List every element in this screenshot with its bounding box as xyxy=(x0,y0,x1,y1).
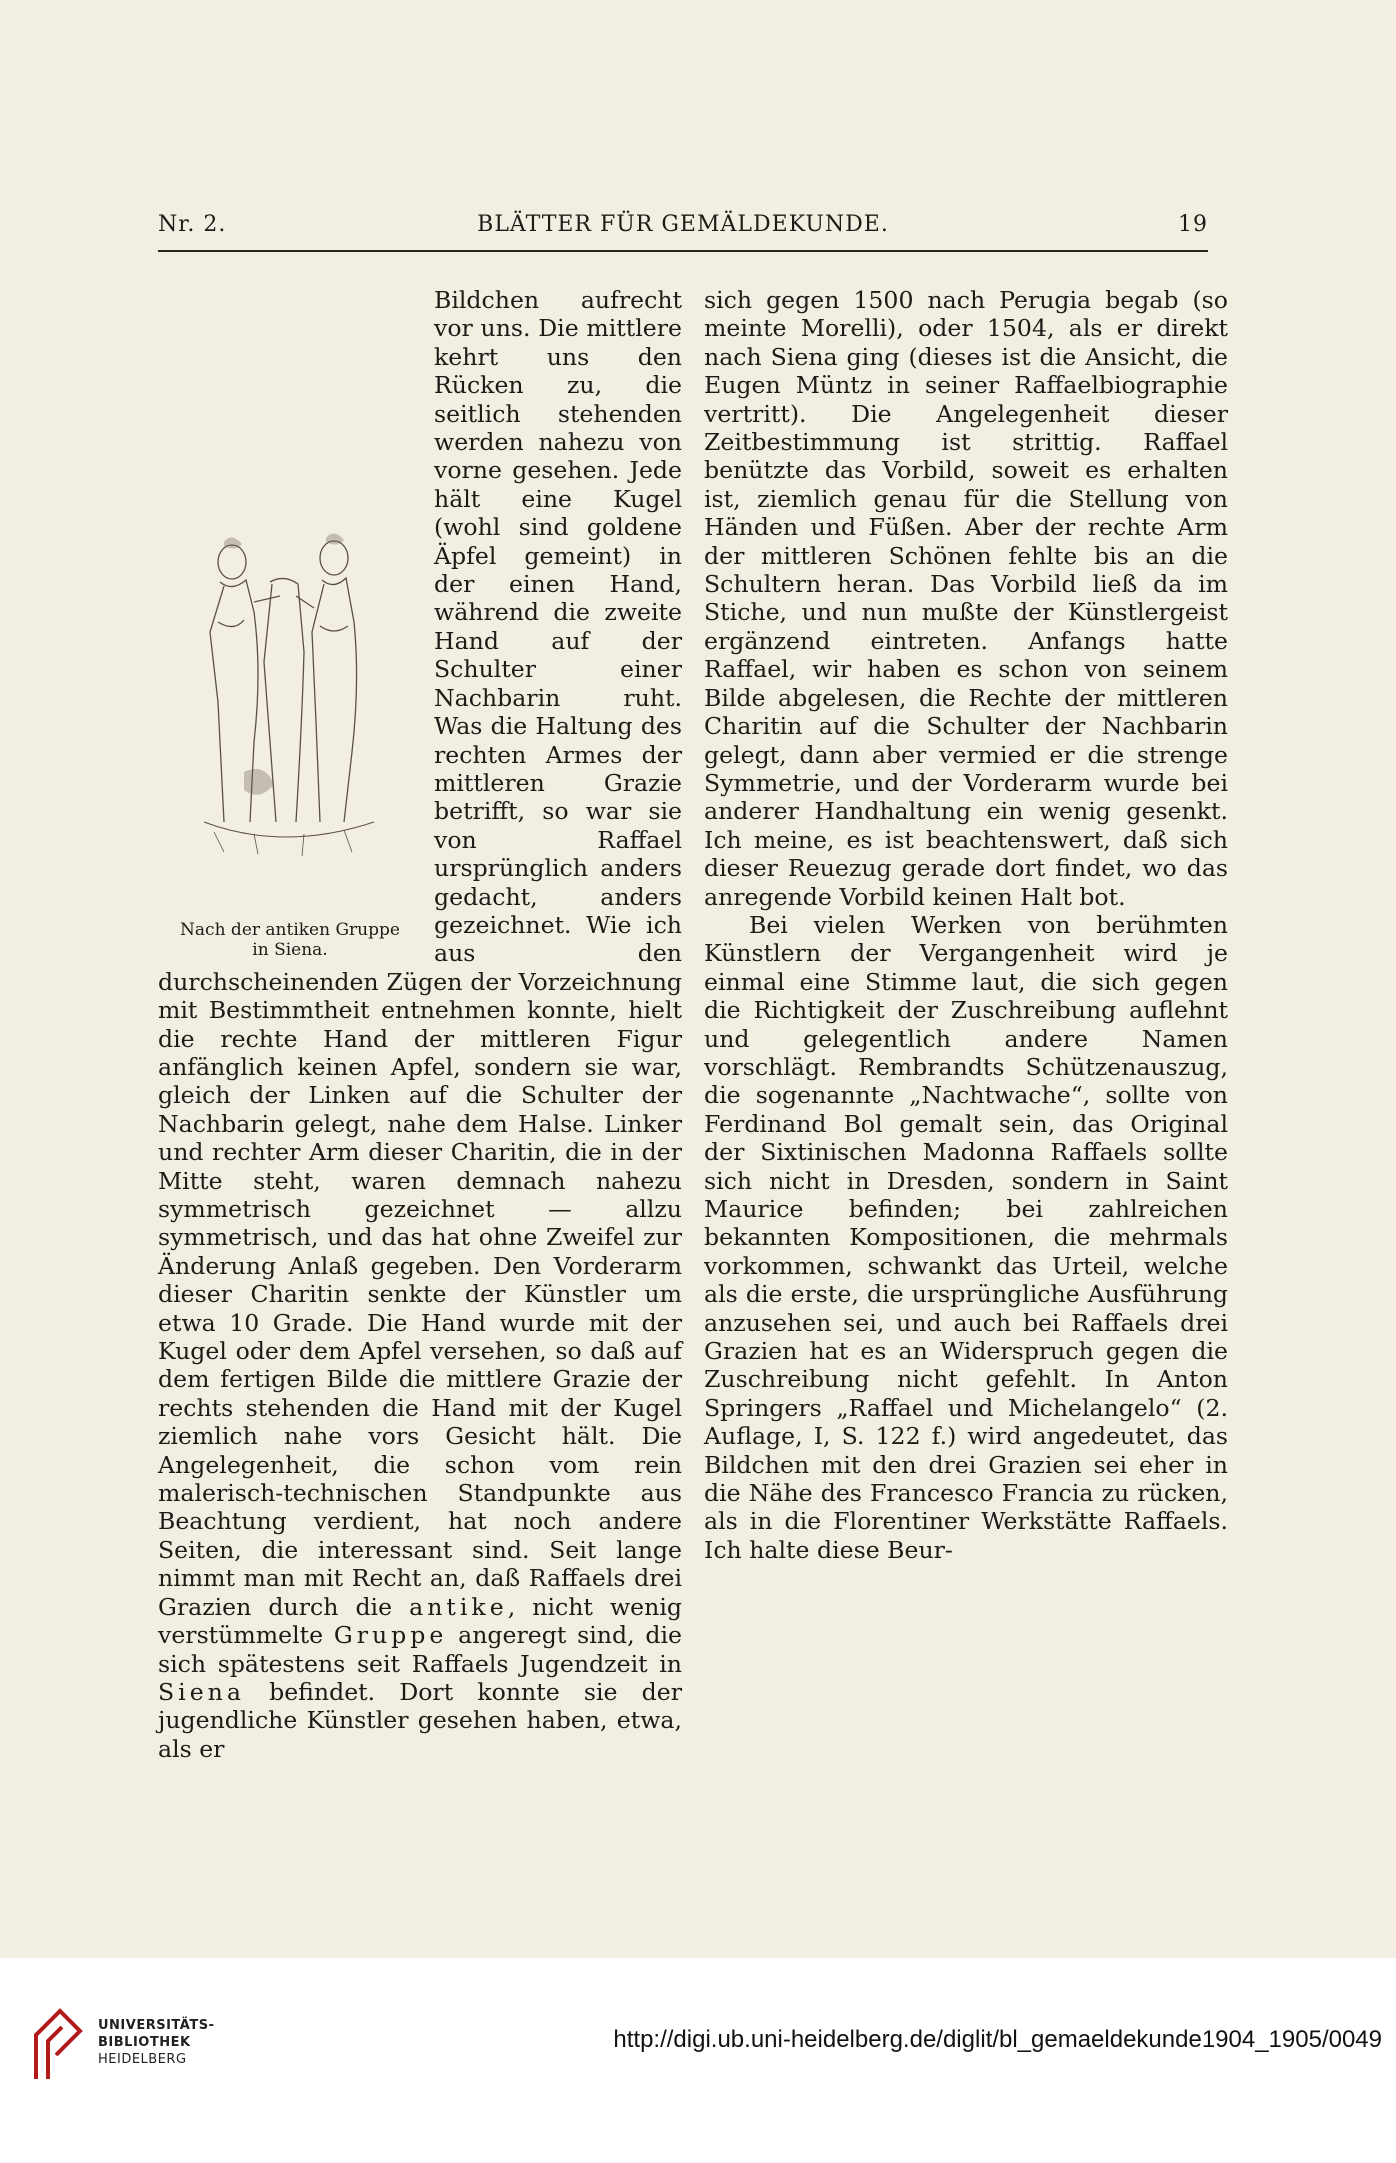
left-column-text xyxy=(158,286,682,1763)
running-head xyxy=(158,212,1208,248)
logo-line: HEIDELBERG xyxy=(98,2052,187,2067)
spaced-text: Gruppe xyxy=(333,1621,448,1650)
library-logo-icon xyxy=(30,2005,86,2083)
caption-line: Nach der antiken Gruppe xyxy=(180,920,400,940)
logo-line: UNIVERSITÄTS- xyxy=(98,2018,215,2033)
text-run: , nicht wenig verstümmelte xyxy=(158,1592,682,1650)
header-rule xyxy=(158,250,1208,252)
figure xyxy=(156,512,424,960)
figure-image xyxy=(156,522,424,918)
text-run: Bildchen aufrecht vor uns. Die mittlere kehrt uns den Rücken zu, die seitlich stehenden werden nahezu von vorne gesehen. Jede hält eine Kugel (wohl sind goldene Äpfel gemeint) in der einen Hand, während die zweite Hand auf der Schulter einer Nachbarin ruht. Was die Haltung des rechten Armes der mittleren Grazie betrifft, so war sie von Raffael ursprünglich anders gedacht, anders gezeichnet. Wie ich aus den durchscheinenden Zügen der Vorzeichnung mit Bestimmtheit entnehmen konnte, hielt die rechte Hand der mittleren Figur anfänglich keinen Apfel, sondern sie war, gleich der Linken auf die Schulter der Nachbarin gelegt, nahe dem Halse. Linker und rechter Arm dieser Charitin, die in der Mitte steht, waren demnach nahezu symmetrisch gezeichnet — allzu symmetrisch, und das hat ohne Zweifel zur Änderung Anlaß gegeben. Den Vorderarm dieser Charitin senkte der Künstler um etwa 10 Grade. Die Hand wurde mit der Kugel oder dem Apfel versehen, so daß auf dem fertigen Bilde die mittlere Grazie der rechts stehenden die Hand mit der Kugel ziemlich nahe vors Gesicht hält. Die Angelegenheit, die schon vom rein malerisch-technischen Standpunkte aus Beachtung verdient, hat noch andere Seiten, die interessant sind. Seit lange nimmt man mit Recht an, daß Raffaels drei Grazien durch die xyxy=(158,286,682,1621)
text-run: angeregt sind, die sich spätestens seit Raffaels Jugendzeit in xyxy=(158,1621,682,1678)
logo-line: BIBLIOTHEK xyxy=(98,2035,191,2050)
right-column xyxy=(704,286,1228,1564)
journal-title: BLÄTTER FÜR GEMÄLDEKUNDE. xyxy=(477,212,889,237)
page-number: 19 xyxy=(1178,212,1208,237)
spaced-text: antike xyxy=(409,1592,508,1621)
three-graces-sketch-icon xyxy=(184,522,384,862)
right-paragraph-2: Bei vielen Werken von berühmten Künstlern der Vergangenheit wird je einmal eine Stimme laut, die sich gegen die Richtigkeit der Zuschreibung auflehnt und gelegentlich andere Namen vorschlägt. Rembrandts Schützenauszug, die sogenannte „Nachtwache“, sollte von Ferdinand Bol gemalt sein, das Original der Sixtinischen Madonna Raffaels sollte sich nicht in Dresden, sondern in Saint Maurice befinden; bei zahlreichen bekannten Kompositionen, die mehrmals vorkommen, schwankt das Urteil, welche als die erste, die ursprüngliche Ausführung anzusehen sei, und auch bei Raffaels drei Grazien hat es an Widerspruch gegen die Zuschreibung nicht gefehlt. In Anton Springers „Raffael und Michelangelo“ (2. Auflage, I, S. 122 f.) wird angedeutet, das Bildchen mit den drei Grazien sei eher in die Nähe des Francesco Francia zu rücken, als in die Florentiner Werkstätte Raffaels. Ich halte diese Beur- xyxy=(704,910,1228,1564)
left-column xyxy=(158,286,682,1763)
library-logo[interactable] xyxy=(30,2005,280,2095)
library-name xyxy=(98,2017,214,2068)
text-run: befindet. Dort konnte sie der jugendliche Künstler gesehen haben, etwa, als er xyxy=(158,1677,682,1763)
issue-number: Nr. 2. xyxy=(158,212,227,237)
figure-caption xyxy=(156,920,424,960)
source-url-link[interactable]: http://digi.ub.uni-heidelberg.de/diglit/bl_gemaeldekunde1904_1905/0049 xyxy=(613,2026,1382,2053)
right-paragraph-1: sich gegen 1500 nach Perugia begab (so meinte Morelli), oder 1504, als er direkt nach Siena ging (dieses ist die Ansicht, die Eugen Müntz in seiner Raffaelbiographie vertritt). Die Angelegenheit dieser Zeitbestimmung ist strittig. Raffael benützte das Vorbild, soweit es erhalten ist, ziemlich genau für die Stellung von Händen und Füßen. Aber der rechte Arm der mittleren Schönen fehlte bis an die Schultern heran. Das Vorbild ließ da im Stiche, und nun mußte der Künstlergeist ergänzend eintreten. Anfangs hatte Raffael, wir haben es schon von seinem Bilde abgelesen, die Rechte der mittleren Charitin auf die Schulter der Nachbarin gelegt, dann aber vermied er die strenge Symmetrie, und der Vorderarm wurde bei anderer Handhaltung ein wenig gesenkt. Ich meine, es ist beachtenswert, daß sich dieser Reuezug gerade dort findet, wo das anregende Vorbild keinen Halt bot. xyxy=(704,286,1228,911)
caption-line: in Siena. xyxy=(252,940,328,960)
spaced-text: Siena xyxy=(158,1677,245,1706)
left-paragraph-1 xyxy=(158,286,682,1763)
